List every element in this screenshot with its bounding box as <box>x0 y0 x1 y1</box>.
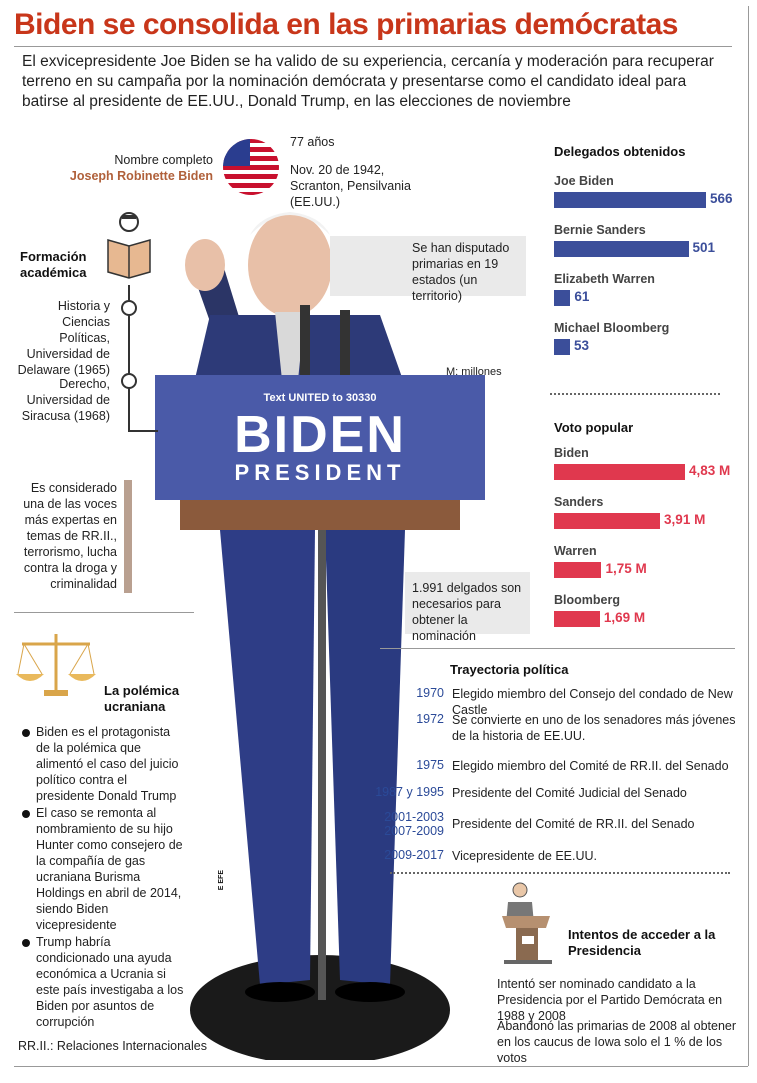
delegate-name: Michael Bloomberg <box>554 321 670 335</box>
education-node-2 <box>121 373 137 389</box>
delegate-bar <box>554 192 706 208</box>
career-rule <box>380 648 735 649</box>
efe-watermark: E EFE <box>218 870 225 891</box>
delegate-bar <box>554 290 570 306</box>
vote-bar <box>554 562 601 578</box>
ukraine-bullet-3: Trump habría condicionado una ayuda económica a Ucrania si este país investigaba a los Biden por asuntos de corrupción <box>36 935 184 1029</box>
presidency-p1: Intentó ser nominado candidato a la Presidencia por el Partido Demócrata en 1988 y 2008 <box>497 977 723 1023</box>
delegate-name: Elizabeth Warren <box>554 272 655 286</box>
bottom-rule <box>14 1066 748 1067</box>
education-connector <box>128 430 158 432</box>
podium-main: BIDEN <box>234 406 406 464</box>
photo-leg-left <box>220 530 315 985</box>
ukraine-bullet-1: Biden es el protagonista de la polémica que alimentó el caso del juicio político contra el presidente Donald Trump <box>36 725 179 803</box>
vote-value: 4,83 M <box>689 463 731 478</box>
presidency-p2: Abandonó las primarias de 2008 al obtener en los caucus de Iowa solo el 1 % de los votos <box>497 1019 737 1065</box>
career-text: Elegido miembro del Comité de RR.II. del Senado <box>452 759 729 773</box>
vote-value: 1,69 M <box>603 610 646 625</box>
delegates-note: 1.991 delgados son necesarios para obtener la nominación <box>412 581 522 643</box>
delegate-value: 501 <box>692 240 716 255</box>
vote-name: Warren <box>554 544 597 558</box>
expert-note-accent <box>124 480 132 593</box>
delegate-bar <box>554 339 570 355</box>
primaries-note: Se han disputado primarias en 19 estados (un territorio) <box>412 241 510 303</box>
scales-icon <box>14 630 98 700</box>
reader-icon <box>100 210 158 280</box>
photo-head <box>248 213 332 317</box>
vote-bar <box>554 464 685 480</box>
full-name: Joseph Robinette Biden <box>69 169 213 183</box>
career-year: 1972 <box>416 712 444 726</box>
career-text: Elegido miembro del Consejo del condado de New Castle <box>452 687 733 717</box>
delegate-value: 53 <box>574 338 590 353</box>
career-text: Presidente del Comité de RR.II. del Senado <box>452 817 695 831</box>
vote-name: Biden <box>554 446 589 460</box>
education-item-1: Historia y Ciencias Políticas, Universidad de Delaware (1965) <box>17 299 110 377</box>
delegate-bar <box>554 241 689 257</box>
right-border <box>748 6 749 1066</box>
podium-text-line: Text UNITED to 30330 <box>263 392 377 404</box>
podium-top <box>180 500 460 530</box>
birth: Nov. 20 de 1942, Scranton, Pensilvania (EE.UU.) <box>290 163 411 209</box>
age: 77 años <box>290 135 335 149</box>
career-heading: Trayectoria política <box>450 662 569 677</box>
delegate-value: 566 <box>710 191 733 206</box>
delegate-name: Joe Biden <box>554 174 614 188</box>
ukraine-heading: La polémica ucraniana <box>104 683 180 714</box>
vote-bar <box>554 611 600 627</box>
photo-shoe-right <box>335 982 405 1002</box>
ukraine-bullet-2: El caso se remonta al nombramiento de su hijo Hunter como consejero de la compañía de gas ucraniana Burisma Holdings en abril de 2014, siendo Biden vicepresidente <box>36 806 183 932</box>
page-title: Biden se consolida en las primarias demócratas <box>14 8 678 41</box>
footnote: RR.II.: Relaciones Internacionales <box>18 1039 207 1053</box>
vote-value: 1,75 M <box>605 561 647 576</box>
career-text: Se convierte en uno de los senadores más jóvenes de la historia de EE.UU. <box>452 713 736 743</box>
intro-text: El exvicepresidente Joe Biden se ha valido de su experiencia, cercanía y moderación para recuperar terreno en su campaña por la nominación demócrata y presentarse como el candidato ideal para batirse al presidente de EE.UU., Donald Trump, en las elecciones de noviembre <box>22 53 714 110</box>
career-year: 1970 <box>416 686 444 700</box>
career-year: 1987 y 1995 <box>375 785 444 799</box>
podium-sub: PRESIDENT <box>234 460 406 485</box>
photo-hand <box>185 239 225 291</box>
us-flag-icon <box>222 138 280 196</box>
bullet-3 <box>22 939 30 947</box>
presidency-heading: Intentos de acceder a la Presidencia <box>568 927 716 958</box>
photo-mic-right <box>340 310 350 385</box>
podium-stand <box>318 530 326 1000</box>
title-rule <box>14 46 732 47</box>
education-node-1 <box>121 300 137 316</box>
lectern-icon <box>498 880 558 965</box>
career-divider <box>390 872 730 874</box>
career-year: 2001-2003 2007-2009 <box>384 810 444 838</box>
millions-note: M: millones <box>446 366 502 378</box>
photo-shoe-left <box>245 982 315 1002</box>
education-item-2: Derecho, Universidad de Siracusa (1968) <box>21 377 110 423</box>
delegate-value: 61 <box>574 289 590 304</box>
expert-note: Es considerado una de las voces más expertas en temas de RR.II., terrorismo, lucha contra la droga y criminalidad <box>23 481 117 591</box>
name-label: Nombre completo <box>114 153 213 167</box>
vote-name: Sanders <box>554 495 604 509</box>
delegate-name: Bernie Sanders <box>554 223 646 237</box>
left-rule <box>14 612 194 613</box>
vote-name: Bloomberg <box>554 593 620 607</box>
education-heading: Formación académica <box>20 249 87 280</box>
photo-mic-left <box>300 305 310 385</box>
vote-value: 3,91 M <box>664 512 706 527</box>
delegates-divider <box>550 393 720 395</box>
career-year: 1975 <box>416 758 444 772</box>
career-text: Presidente del Comité Judicial del Senado <box>452 786 687 800</box>
vote-bar <box>554 513 660 529</box>
career-year: 2009-2017 <box>384 848 444 862</box>
career-text: Vicepresidente de EE.UU. <box>452 849 597 863</box>
bullet-1 <box>22 729 30 737</box>
vote-heading: Voto popular <box>554 420 634 435</box>
delegates-heading: Delegados obtenidos <box>554 144 686 159</box>
bullet-2 <box>22 810 30 818</box>
